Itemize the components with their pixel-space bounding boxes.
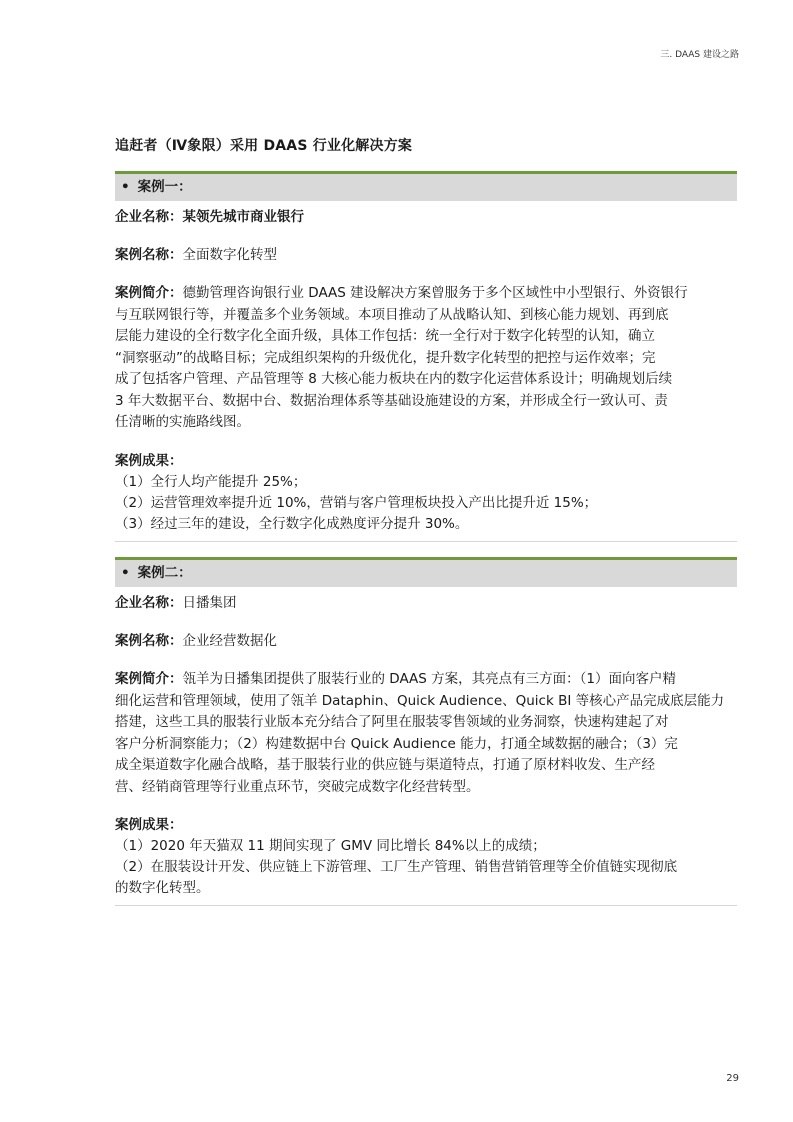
case-name-label: 案例名称： [115,633,183,649]
intro-label: 案例简介： [115,285,183,301]
page-number: 29 [726,1073,739,1084]
intro-line: 任清晰的实施路线图。 [115,414,250,430]
case-name-line [115,631,737,652]
company-label: 企业名称： [115,209,183,225]
case-block-1 [115,171,737,542]
company-label: 企业名称： [115,595,183,611]
intro-line: “洞察驱动”的战略目标；完成组织架构的升级优化，提升数字化转型的把控与运作效率；完 [115,349,656,366]
case-block-2 [115,557,737,906]
result-item: （3）经过三年的建设，全行数字化成熟度评分提升 30%。 [115,515,469,532]
intro-line: 层能力建设的全行数字化全面升级，具体工作包括：统一全行对于数字化转型的认知，确立 [115,328,655,344]
results-label-text: 案例成果： [115,817,183,833]
company-line [115,593,737,614]
case-header [115,171,737,201]
intro-line [115,283,737,305]
intro-line: 3 年大数据平台、数据中台、数据治理体系等基础设施建设的方案，并形成全行一致认可、责 [115,392,668,409]
result-item: 的数字化转型。 [115,880,210,896]
intro-text: 瓴羊为日播集团提供了服装行业的 DAAS 方案，其亮点有三方面：（1）面向客户精 [182,671,676,687]
result-item: （2）运营管理效率提升近 10%，营销与客户管理板块投入产出比提升近 15%； [115,494,598,511]
intro-line: 客户分析洞察能力；（2）构建数据中台 Quick Audience 能力，打通全域数据的融合；（3）完 [115,735,678,752]
results-label [115,815,737,836]
case-intro [115,669,737,798]
intro-line: 与互联网银行等，并覆盖多个业务领域。本项目推动了从战略认知、到核心能力规划、再到底 [115,306,669,323]
result-item: （2）在服装设计开发、供应链上下游管理、工厂生产管理、销售营销管理等全价值链实现彻底 [115,859,678,875]
divider [115,905,737,906]
results-label [115,451,737,472]
intro-line [115,669,737,691]
case-intro [115,283,737,434]
section-title: 追赶者（Ⅳ象限）采用 DAAS 行业化解决方案 [115,138,413,154]
bullet-icon: • [121,179,130,195]
divider [115,541,737,542]
case-header-label: 案例一： [137,179,192,195]
bullet-icon: • [121,565,130,581]
intro-line: 细化运营和管理领域，使用了瓴羊 Dataphin、Quick Audience、Quick BI 等核心产品完成底层能力 [115,692,725,709]
company-value: 日播集团 [182,595,237,611]
running-header: 三. DAAS 建设之路 [660,50,739,60]
result-item: （1）全行人均产能提升 25%； [115,473,307,490]
intro-line: 成了包括客户管理、产品管理等 8 大核心能力板块在内的数字化运营体系设计；明确规划后续 [115,371,673,387]
company-value: 某领先城市商业银行 [182,209,304,225]
case-name-value: 企业经营数据化 [182,633,277,649]
intro-line: 成全渠道数字化融合战略，基于服装行业的供应链与渠道特点，打通了原材料收发、生产经 [115,757,655,773]
case-header-label: 案例二： [137,565,192,581]
case-name-label: 案例名称： [115,247,183,263]
intro-line: 营、经销商管理等行业重点环节，突破完成数字化经营转型。 [115,778,480,795]
intro-line: 搭建，这些工具的服装行业版本充分结合了阿里在服装零售领域的业务洞察，快速构建起了对 [115,714,669,730]
case-name-line [115,245,737,266]
results-label-text: 案例成果： [115,452,183,469]
case-header [115,557,737,587]
intro-text: 德勤管理咨询银行业 DAAS 建设解决方案曾服务于多个区域性中小型银行、外资银行 [182,285,688,301]
intro-label: 案例简介： [115,671,183,687]
company-line [115,207,737,228]
result-item: （1）2020 年天猫双 11 期间实现了 GMV 同比增长 84%以上的成绩； [115,838,546,854]
case-name-value: 全面数字化转型 [182,247,277,263]
